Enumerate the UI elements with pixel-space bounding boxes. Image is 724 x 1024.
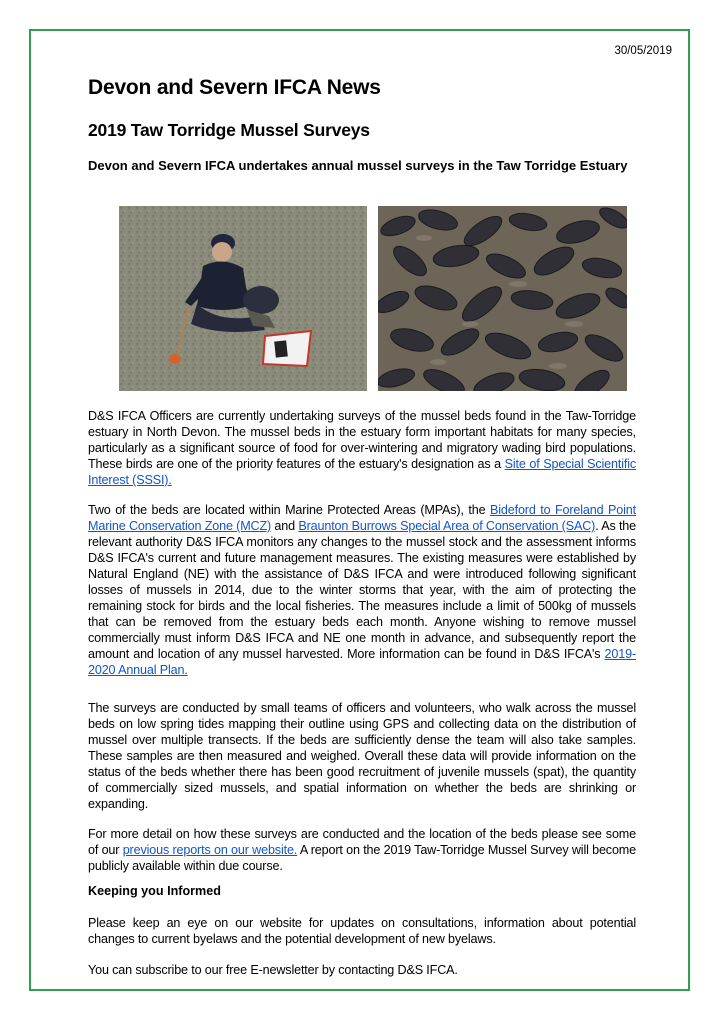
mcz-link[interactable]: Bideford to Foreland Point Marine Conservation Zone (MCZ)	[88, 503, 637, 533]
paragraph-mpas-text-3: . As the relevant authority D&S IFCA monitors any changes to the mussel stock and the assessment informs D&S IFCA's current and future management measures. The existing measures were established by Natural England (NE) with the assistance of D&S IFCA and were introduced following significant losses of mussels in 2014, due to the winter storms that year, with the aim of protecting the remaining stock for birds and the local fisheries. The measures include a limit of 500kg of mussels that can be removed from the estuary beds each month. Anyone wishing to remove mussel commercially must inform D&S IFCA and NE one month in advance, and subsequently report the amount and location of any mussel harvested. More information can be found in D&S IFCA's	[88, 519, 637, 661]
paragraph-surveys-text: The surveys are conducted by small teams of officers and volunteers, who walk across the mussel beds on low spring tides mapping their outline using GPS and collecting data on the distribution of mussel over multiple transects. If the beds are sufficiently dense the team will also take samples. These samples are then measured and weighed. Overall these data will provide information on the status of the beds whether there has been good recruitment of juvenile mussels (spat), the quantity of commercially sized mussels, and spatial information on whether the beds are shrinking or expanding.	[88, 701, 636, 811]
paragraph-subscribe	[88, 962, 636, 978]
paragraph-mpas-text-1: Two of the beds are located within Marine Protected Areas (MPAs), the	[88, 503, 490, 517]
annual-plan-link[interactable]: 2019-2020 Annual Plan.	[88, 647, 636, 677]
paragraph-mpas-text-2: and	[271, 519, 299, 533]
article-standfirst: Devon and Severn IFCA undertakes annual mussel surveys in the Taw Torridge Estuary	[88, 158, 628, 173]
paragraph-subscribe-text: You can subscribe to our free E-newsletter by contacting D&S IFCA.	[88, 963, 458, 977]
publication-date: 30/05/2019	[614, 45, 672, 57]
paragraph-more-detail-text-1: For more detail on how these surveys are conducted and the location of the beds please see some of our	[88, 827, 636, 857]
sac-link[interactable]: Braunton Burrows Special Area of Conservation (SAC)	[298, 519, 596, 533]
mussel-bed-photo	[378, 206, 627, 391]
paragraph-more-detail-text-2: A report on the 2019 Taw-Torridge Mussel Survey will become publicly available within due course.	[88, 843, 637, 873]
paragraph-intro-text: D&S IFCA Officers are currently undertaking surveys of the mussel beds found in the Taw-Torridge estuary in North Devon. The mussel beds in the estuary form important habitats for many species, particularly as a significant source of food for over-wintering and migratory wading bird populations. These birds are one of the priority features of the estuary's designation as a	[88, 409, 636, 471]
paragraph-more-detail	[88, 826, 636, 874]
previous-reports-link[interactable]: previous reports on our website.	[122, 843, 298, 857]
section-heading-keeping-informed: Keeping you Informed	[88, 884, 221, 898]
paragraph-updates-text: Please keep an eye on our website for updates on consultations, information about potential changes to current byelaws and the potential development of new byelaws.	[88, 916, 636, 946]
paragraph-updates	[88, 915, 636, 947]
page-title: Devon and Severn IFCA News	[88, 76, 381, 99]
paragraph-intro	[88, 408, 636, 488]
surveyor-photo	[119, 206, 367, 391]
sssi-link[interactable]: Site of Special Scientific Interest (SSSI).	[88, 457, 637, 487]
article-title: 2019 Taw Torridge Mussel Surveys	[88, 120, 370, 140]
paragraph-surveys	[88, 700, 636, 812]
paragraph-mpas	[88, 502, 636, 678]
